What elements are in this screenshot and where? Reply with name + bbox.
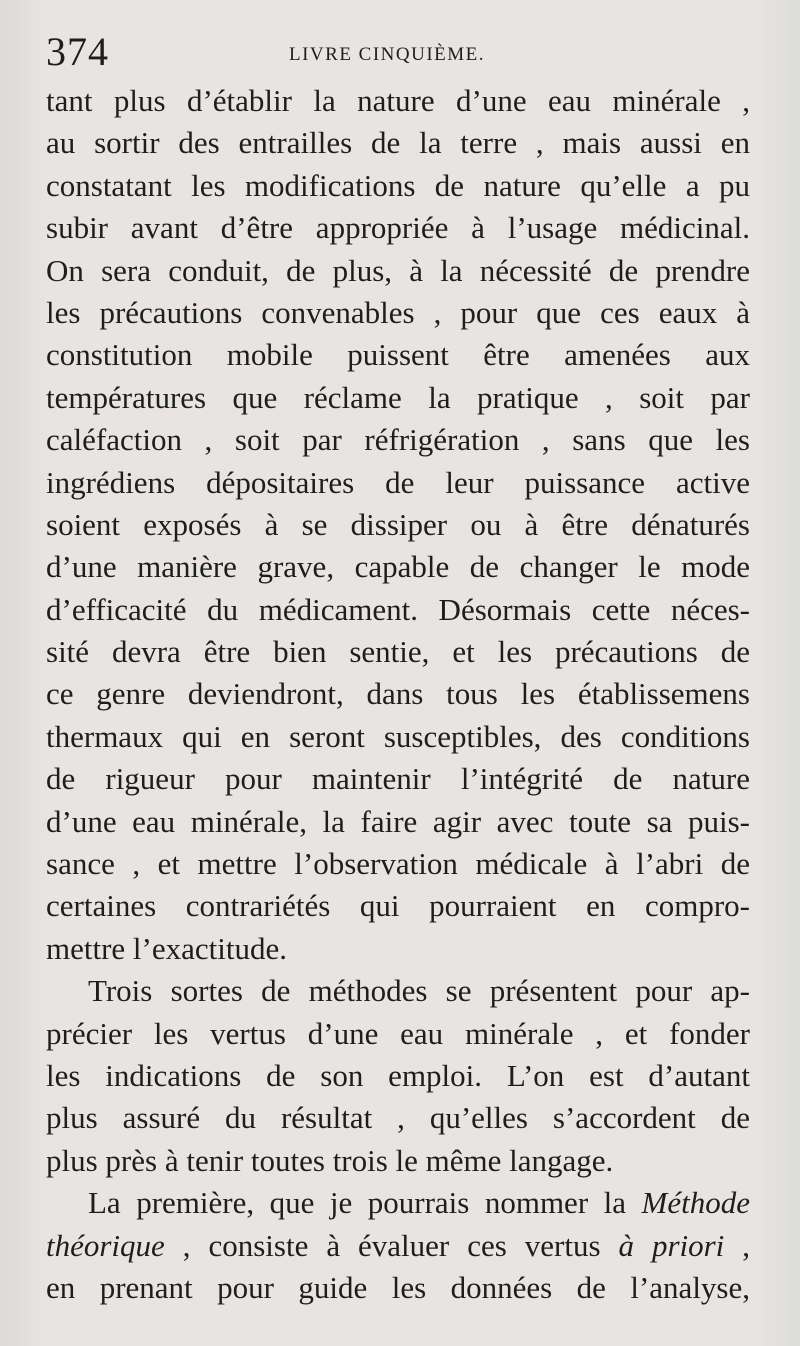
text-line: plus assuré du résultat , qu’elles s’accordent de: [46, 1100, 750, 1136]
text-line: mettre l’exactitude.: [46, 930, 287, 966]
text-line: températures que réclame la pratique , soit par: [46, 379, 750, 415]
text-run: , consiste à évaluer ces vertus: [164, 1227, 619, 1263]
text-line: sance , et mettre l’observation médicale à l’abri de: [46, 846, 750, 882]
text-line: au sortir des entrailles de la terre , mais aussi en: [46, 125, 750, 161]
running-head: LIVRE CINQUIÈME.: [289, 44, 486, 65]
text-run: ,: [724, 1227, 750, 1263]
text-line: constitution mobile puissent être amenées aux: [46, 337, 750, 373]
text-line: Trois sortes de méthodes se présentent pour ap-: [88, 973, 750, 1009]
page-number: 374: [46, 29, 109, 74]
text-line: sité devra être bien sentie, et les précautions de: [46, 634, 750, 670]
text-line: d’une manière grave, capable de changer le mode: [46, 549, 750, 585]
text-line: de rigueur pour maintenir l’intégrité de nature: [46, 761, 750, 797]
text-line: certaines contrariétés qui pourraient en compro-: [46, 888, 750, 924]
text-line: tant plus d’établir la nature d’une eau minérale ,: [46, 83, 750, 118]
text-line: ingrédiens dépositaires de leur puissance active: [46, 464, 750, 500]
text-line: thermaux qui en seront susceptibles, des conditions: [46, 718, 750, 754]
text-line: caléfaction , soit par réfrigération , sans que les: [46, 422, 750, 458]
text-line: d’une eau minérale, la faire agir avec toute sa puis-: [46, 803, 750, 839]
text-line: en prenant pour guide les données de l’analyse,: [46, 1269, 750, 1305]
text-line: [46, 1182, 750, 1224]
text-line: plus près à tenir toutes trois le même langage.: [46, 1142, 614, 1178]
text-line: subir avant d’être appropriée à l’usage médicinal.: [46, 210, 750, 246]
text-run: La première, que je pourrais nommer la: [88, 1185, 642, 1221]
italic-term: Méthode: [641, 1185, 750, 1221]
paragraph-1: [46, 80, 750, 970]
text-line: [46, 1225, 750, 1267]
text-line: soient exposés à se dissiper ou à être dénaturés: [46, 506, 750, 542]
text-line: d’efficacité du médicament. Désormais cette néces-: [46, 591, 750, 627]
body-text: [46, 80, 750, 1309]
italic-term: théorique: [46, 1227, 165, 1263]
text-line: constatant les modifications de nature qu’elle a pu: [46, 167, 750, 203]
text-line: précier les vertus d’une eau minérale , et fonder: [46, 1015, 750, 1051]
text-line: On sera conduit, de plus, à la nécessité de prendre: [46, 252, 750, 288]
page-header: [46, 30, 760, 74]
paragraph-2: [46, 970, 750, 1182]
italic-term: à priori: [618, 1227, 725, 1263]
paragraph-3: [46, 1182, 750, 1309]
text-line: les précautions convenables , pour que ces eaux à: [46, 294, 750, 330]
text-line: ce genre deviendront, dans tous les établissemens: [46, 676, 750, 712]
text-line: les indications de son emploi. L’on est d’autant: [46, 1057, 750, 1093]
